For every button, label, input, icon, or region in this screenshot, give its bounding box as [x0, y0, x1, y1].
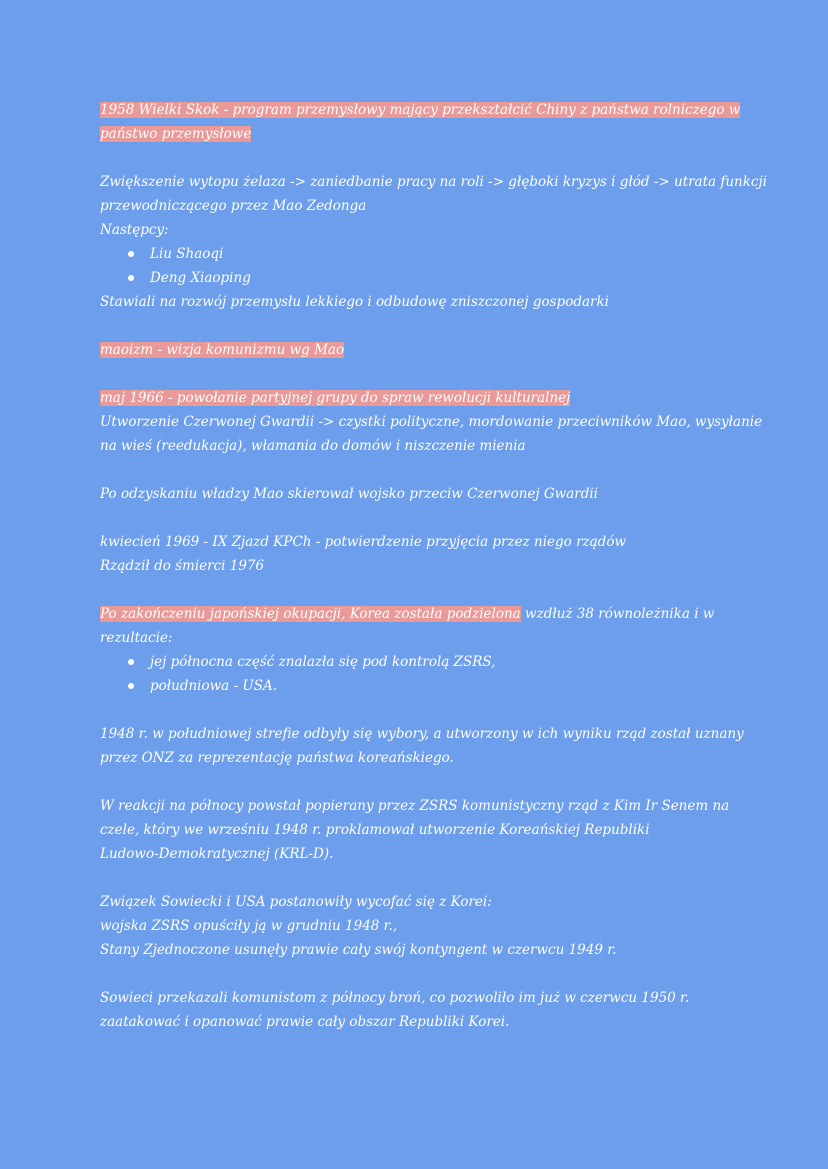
text-line: Następcy:: [100, 222, 169, 238]
text-line: [100, 122, 728, 146]
text-line: [100, 338, 728, 362]
text-line: zaatakować i opanować prawie cały obszar Republiki Korei.: [100, 1014, 510, 1030]
plain-text: wzdłuż 38 równoleżnika i w: [520, 606, 715, 622]
text-line: Po odzyskaniu władzy Mao skierował wojsko przeciw Czerwonej Gwardii: [100, 486, 598, 502]
paragraph-gap: [100, 458, 728, 482]
text-line: czele, który we wrześniu 1948 r. proklamował utworzenie Koreańskiej Republiki: [100, 822, 650, 838]
text-line: [100, 386, 728, 410]
text-line: Ludowo-Demokratycznej (KRL-D).: [100, 846, 334, 862]
text-line: W reakcji na północy powstał popierany przez ZSRS komunistyczny rząd z Kim Ir Senem na: [100, 798, 730, 814]
text-line: na wieś (reedukacja), włamania do domów i niszczenie mienia: [100, 438, 526, 454]
list-item: Liu Shaoqi: [100, 242, 728, 266]
text-line: [100, 98, 741, 122]
highlighted-text: maj 1966 - powołanie partyjnej grupy do spraw rewolucji kulturalnej: [100, 390, 571, 406]
paragraph-gap: [100, 962, 728, 986]
paragraph-gap: [100, 770, 728, 794]
text-line: [100, 602, 728, 626]
text-line: Zwiększenie wytopu żelaza -> zaniedbanie pracy na roli -> głęboki kryzys i głód -> utrata funkcji: [100, 174, 767, 190]
list-item: Deng Xiaoping: [100, 266, 728, 290]
text-line: przewodniczącego przez Mao Zedonga: [100, 198, 367, 214]
text-line: Stany Zjednoczone usunęły prawie cały swój kontyngent w czerwcu 1949 r.: [100, 942, 617, 958]
highlighted-text: 1958 Wielki Skok - program przemysłowy mający przekształcić Chiny z państwa rolniczego w: [100, 102, 741, 118]
paragraph-gap: [100, 698, 728, 722]
paragraph-gap: [100, 578, 728, 602]
highlighted-text: maoizm - wizja komunizmu wg Mao: [100, 342, 345, 358]
text-line: Sowieci przekazali komunistom z północy broń, co pozwoliło im już w czerwcu 1950 r.: [100, 990, 690, 1006]
paragraph-gap: [100, 314, 728, 338]
paragraph-gap: [100, 866, 728, 890]
text-line: wojska ZSRS opuściły ją w grudniu 1948 r.,: [100, 918, 398, 934]
list-item: jej północna część znalazła się pod kontrolą ZSRS,: [100, 650, 728, 674]
text-line: rezultacie:: [100, 630, 173, 646]
paragraph-gap: [100, 362, 728, 386]
paragraph-gap: [100, 146, 728, 170]
text-line: kwiecień 1969 - IX Zjazd KPCh - potwierdzenie przyjęcia przez niego rządów: [100, 534, 627, 550]
text-line: przez ONZ za reprezentację państwa koreańskiego.: [100, 750, 454, 766]
text-line: Rządził do śmierci 1976: [100, 558, 265, 574]
text-line: Związek Sowiecki i USA postanowiły wycofać się z Korei:: [100, 894, 492, 910]
paragraph-gap: [100, 506, 728, 530]
text-line: Utworzenie Czerwonej Gwardii -> czystki polityczne, mordowanie przeciwników Mao, wysyłanie: [100, 414, 763, 430]
text-line: Stawiali na rozwój przemysłu lekkiego i odbudowę zniszczonej gospodarki: [100, 294, 609, 310]
text-line: 1948 r. w południowej strefie odbyły się wybory, a utworzony w ich wyniku rząd został uznany: [100, 726, 744, 742]
highlighted-text: państwo przemysłowe: [100, 126, 252, 142]
highlighted-text: Po zakończeniu japońskiej okupacji, Korea została podzielona: [100, 606, 521, 622]
list-item: południowa - USA.: [100, 674, 728, 698]
